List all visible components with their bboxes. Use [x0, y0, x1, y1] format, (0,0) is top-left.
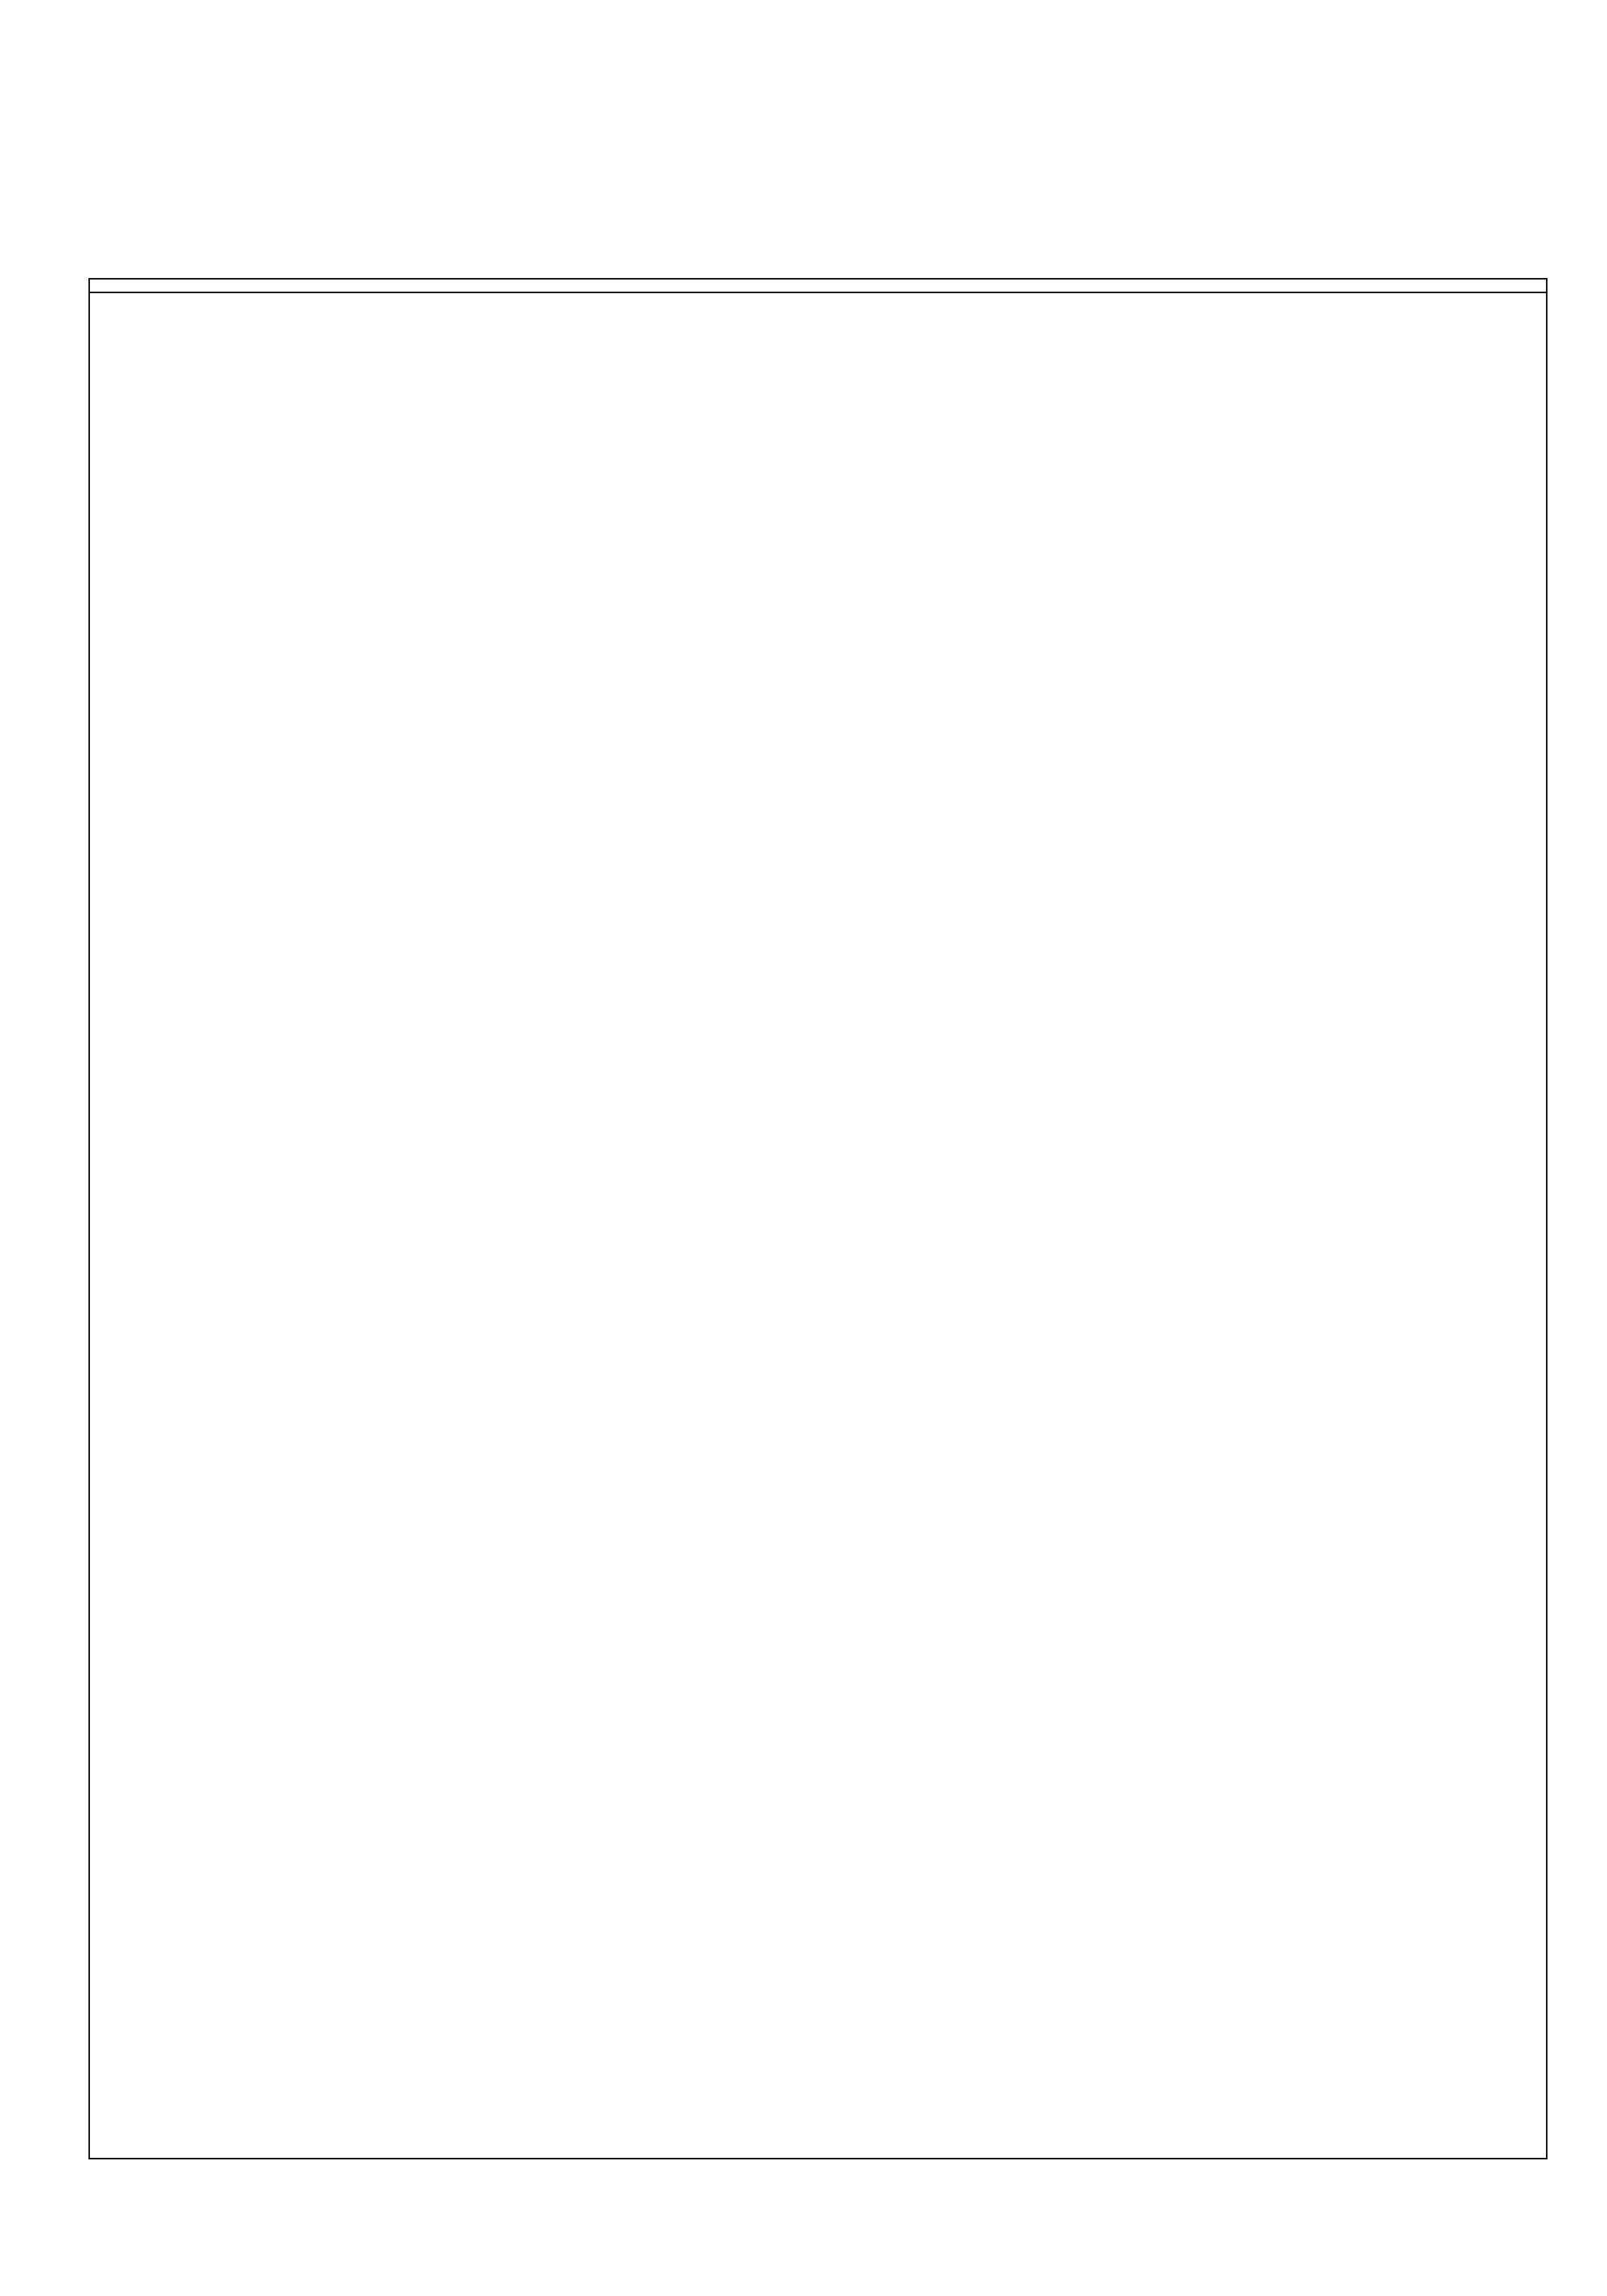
- header-rule: [88, 292, 1548, 293]
- table-frame: [88, 278, 1548, 2159]
